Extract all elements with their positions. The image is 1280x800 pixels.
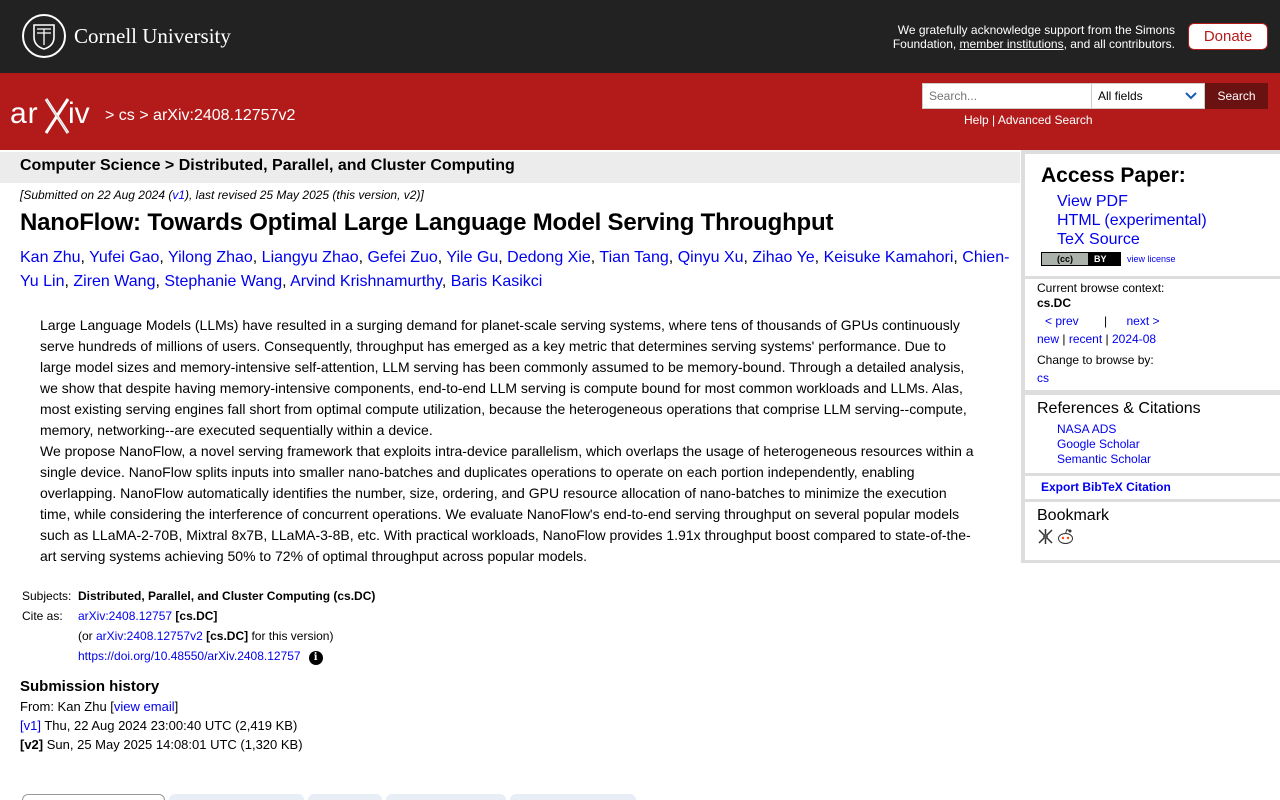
breadcrumb-cs-link[interactable]: cs: [118, 107, 135, 124]
author-separator: ,: [159, 249, 168, 266]
search-button[interactable]: Search: [1205, 83, 1268, 109]
author-separator: ,: [953, 249, 963, 266]
reddit-icon[interactable]: [1057, 528, 1074, 545]
submission-dateline: [Submitted on 22 Aug 2024 (v1), last revised 25 May 2025 (this version, v2)]: [20, 188, 424, 202]
author-link[interactable]: Ziren Wang: [73, 273, 156, 290]
author-link[interactable]: Liangyu Zhao: [261, 249, 359, 266]
author-separator: ,: [814, 249, 824, 266]
references-box: [1025, 395, 1280, 473]
author-separator: ,: [437, 249, 447, 266]
university-name: Cornell University: [74, 23, 231, 48]
prev-link[interactable]: < prev: [1045, 314, 1079, 328]
paper-title: NanoFlow: Towards Optimal Large Language Model Serving Throughput: [20, 209, 834, 236]
category-subheader: Computer Science > Distributed, Parallel, and Cluster Computing: [0, 152, 1020, 183]
arxiv-logo-icon[interactable]: [10, 93, 102, 135]
cornell-logo[interactable]: [22, 14, 231, 58]
refs-heading: References & Citations: [1037, 400, 1201, 417]
author-link[interactable]: Arvind Krishnamurthy: [290, 273, 442, 290]
context-value: cs.DC: [1037, 296, 1072, 310]
view-license-link[interactable]: view license: [1127, 254, 1176, 264]
export-bibtex-link[interactable]: Export BibTeX Citation: [1041, 480, 1171, 494]
author-separator: ,: [441, 273, 451, 290]
v1-history-link[interactable]: [v1]: [20, 718, 41, 733]
next-link[interactable]: next >: [1126, 314, 1160, 328]
breadcrumb: > cs > arXiv:2408.12757v2: [105, 107, 296, 124]
subjects-label: Subjects:: [22, 589, 72, 603]
html-link[interactable]: HTML (experimental): [1057, 212, 1207, 229]
cite-link[interactable]: arXiv:2408.12757: [78, 609, 173, 623]
author-separator: ,: [743, 249, 753, 266]
bookmark-box: [1025, 502, 1280, 560]
google-scholar-link[interactable]: Google Scholar: [1057, 437, 1140, 451]
author-link[interactable]: Stephanie Wang: [164, 273, 283, 290]
history-v1: [v1] Thu, 22 Aug 2024 23:00:40 UTC (2,419 KB): [20, 718, 298, 733]
author-link[interactable]: Tian Tang: [599, 249, 669, 266]
author-link[interactable]: Chien-Yu Lin: [20, 249, 1010, 290]
author-separator: ,: [358, 249, 368, 266]
author-link[interactable]: Gefei Zuo: [367, 249, 438, 266]
author-separator: ,: [590, 249, 600, 266]
acknowledgement: We gratefully acknowledge support from the Simons Foundation, member institutions, and all contributors.: [892, 23, 1175, 51]
view-email-link[interactable]: view email: [113, 699, 175, 714]
access-heading: Access Paper:: [1041, 164, 1186, 187]
metadata-table: Subjects: Distributed, Parallel, and Cluster Computing (cs.DC) Cite as: arXiv:2408.12757 [cs.DC] (or arXiv:2408.12757v2 [cs.DC] for this version) https://doi.org/10.48550/arXiv.2408.12757 i: [20, 586, 377, 667]
advanced-search-link[interactable]: Advanced Search: [997, 113, 1093, 127]
history-v2: [v2] Sun, 25 May 2025 14:08:01 UTC (1,320 KB): [20, 737, 303, 752]
history-from: From: Kan Zhu [view email]: [20, 699, 179, 714]
search-field-select[interactable]: All fields: [1091, 83, 1205, 109]
search-input[interactable]: [922, 83, 1092, 109]
abstract: [40, 315, 980, 567]
new-link[interactable]: new: [1037, 332, 1060, 346]
donate-button[interactable]: Donate: [1188, 23, 1268, 50]
arxiv-header: [0, 73, 1280, 150]
info-icon[interactable]: i: [309, 651, 323, 665]
svg-text:iv: iv: [68, 97, 90, 130]
browse-context-box: Current browse context: cs.DC < prev | next > new | recent | 2024-08 Change to browse by: cs: [1025, 279, 1280, 390]
sidebar: [1021, 150, 1280, 563]
author-separator: ,: [80, 249, 90, 266]
author-separator: ,: [155, 273, 165, 290]
v1-link[interactable]: v1: [172, 188, 186, 202]
semantic-scholar-link[interactable]: Semantic Scholar: [1057, 452, 1152, 466]
author-link[interactable]: Yufei Gao: [89, 249, 160, 266]
author-separator: ,: [252, 249, 262, 266]
doi-link[interactable]: https://doi.org/10.48550/arXiv.2408.12757: [78, 649, 301, 663]
tex-source-link[interactable]: TeX Source: [1057, 231, 1140, 248]
abstract-paragraph: We propose NanoFlow, a novel serving framework that exploits intra-device parallelism, which overlaps the usage of heterogeneous resources within a single device. NanoFlow splits inputs into smaller nano-batches and duplicates operations to operate on each portion independently, enabling overlapping. NanoFlow automatically identifies the number, size, ordering, and GPU resource allocation of nano-batches to minimize the execution time, while considering the interference of concurrent operations. We evaluate NanoFlow's end-to-end serving throughput on several popular models such as LLaMA-2-70B, Mixtral 8x7B, LLaMA-3-8B, etc. With practical workloads, NanoFlow provides 1.91x throughput boost compared to state-of-the-art serving systems achieving 50% to 72% of optimal throughput across popular models.: [40, 443, 974, 564]
chevron-down-icon: [1184, 91, 1198, 101]
bottom-tab[interactable]: [169, 794, 304, 800]
bottom-tab[interactable]: [510, 794, 636, 800]
breadcrumb-paper-id: arXiv:2408.12757v2: [153, 107, 296, 124]
author-separator: ,: [498, 249, 508, 266]
nasa-ads-link[interactable]: NASA ADS: [1057, 422, 1117, 436]
member-institutions-link[interactable]: member institutions: [959, 37, 1064, 51]
author-link[interactable]: Kan Zhu: [20, 249, 81, 266]
author-link[interactable]: Keisuke Kamahori: [823, 249, 954, 266]
author-link[interactable]: Yile Gu: [446, 249, 499, 266]
author-link[interactable]: Qinyu Xu: [677, 249, 744, 266]
version-cite-link[interactable]: arXiv:2408.12757v2: [96, 629, 203, 643]
subjects-value: Distributed, Parallel, and Cluster Computing (cs.DC): [78, 589, 376, 603]
author-link[interactable]: Zihao Ye: [752, 249, 815, 266]
author-link[interactable]: Yilong Zhao: [167, 249, 253, 266]
bookmark-heading: Bookmark: [1037, 507, 1110, 524]
month-link[interactable]: 2024-08: [1112, 332, 1157, 346]
author-link[interactable]: Baris Kasikci: [450, 273, 543, 290]
author-separator: ,: [64, 273, 74, 290]
author-link[interactable]: Dedong Xie: [507, 249, 591, 266]
paper-main: [20, 183, 1020, 567]
author-separator: ,: [282, 273, 291, 290]
view-pdf-link[interactable]: View PDF: [1057, 193, 1128, 210]
cc-by-icon[interactable]: (cc) BY: [1041, 252, 1121, 266]
submission-history: [20, 678, 303, 752]
help-link[interactable]: Help: [964, 113, 989, 127]
history-heading: Submission history: [20, 678, 160, 695]
svg-text:ar: ar: [10, 97, 39, 130]
author-separator: ,: [668, 249, 678, 266]
author-list: [20, 246, 1020, 294]
bottom-tab[interactable]: [308, 794, 382, 800]
bibtex-box: [1025, 476, 1280, 499]
cornell-seal-icon: [22, 14, 66, 58]
cite-label: Cite as:: [22, 609, 63, 623]
bottom-tab[interactable]: [386, 794, 506, 800]
access-paper-box: [1025, 154, 1280, 276]
license: [1041, 252, 1264, 266]
recent-link[interactable]: recent: [1068, 332, 1103, 346]
bottom-tab[interactable]: [22, 794, 165, 800]
browse-cs-link[interactable]: cs: [1037, 371, 1049, 385]
cornell-bar: [0, 0, 1280, 73]
help-links: Help | Advanced Search: [964, 113, 1093, 127]
bibsonomy-icon[interactable]: [1037, 528, 1054, 545]
abstract-paragraph: Large Language Models (LLMs) have resulted in a surging demand for planet-scale serving systems, where tens of thousands of GPUs continuously serve hundreds of millions of users. Consequently, throughput has emerged as a key metric that determines serving systems' performance. Due to large model sizes and memory-intensive self-attention, LLM serving has been commonly assumed to be memory-bound. Through a detailed analysis, we show that despite having memory-intensive components, end-to-end LLM serving is compute bound for most common workloads and LLMs. Alas, most existing serving engines fall short from optimal compute utilization, because the heterogeneous operations that comprise LLM serving--compute, memory, networking--are executed sequentially within a device.: [40, 317, 967, 438]
